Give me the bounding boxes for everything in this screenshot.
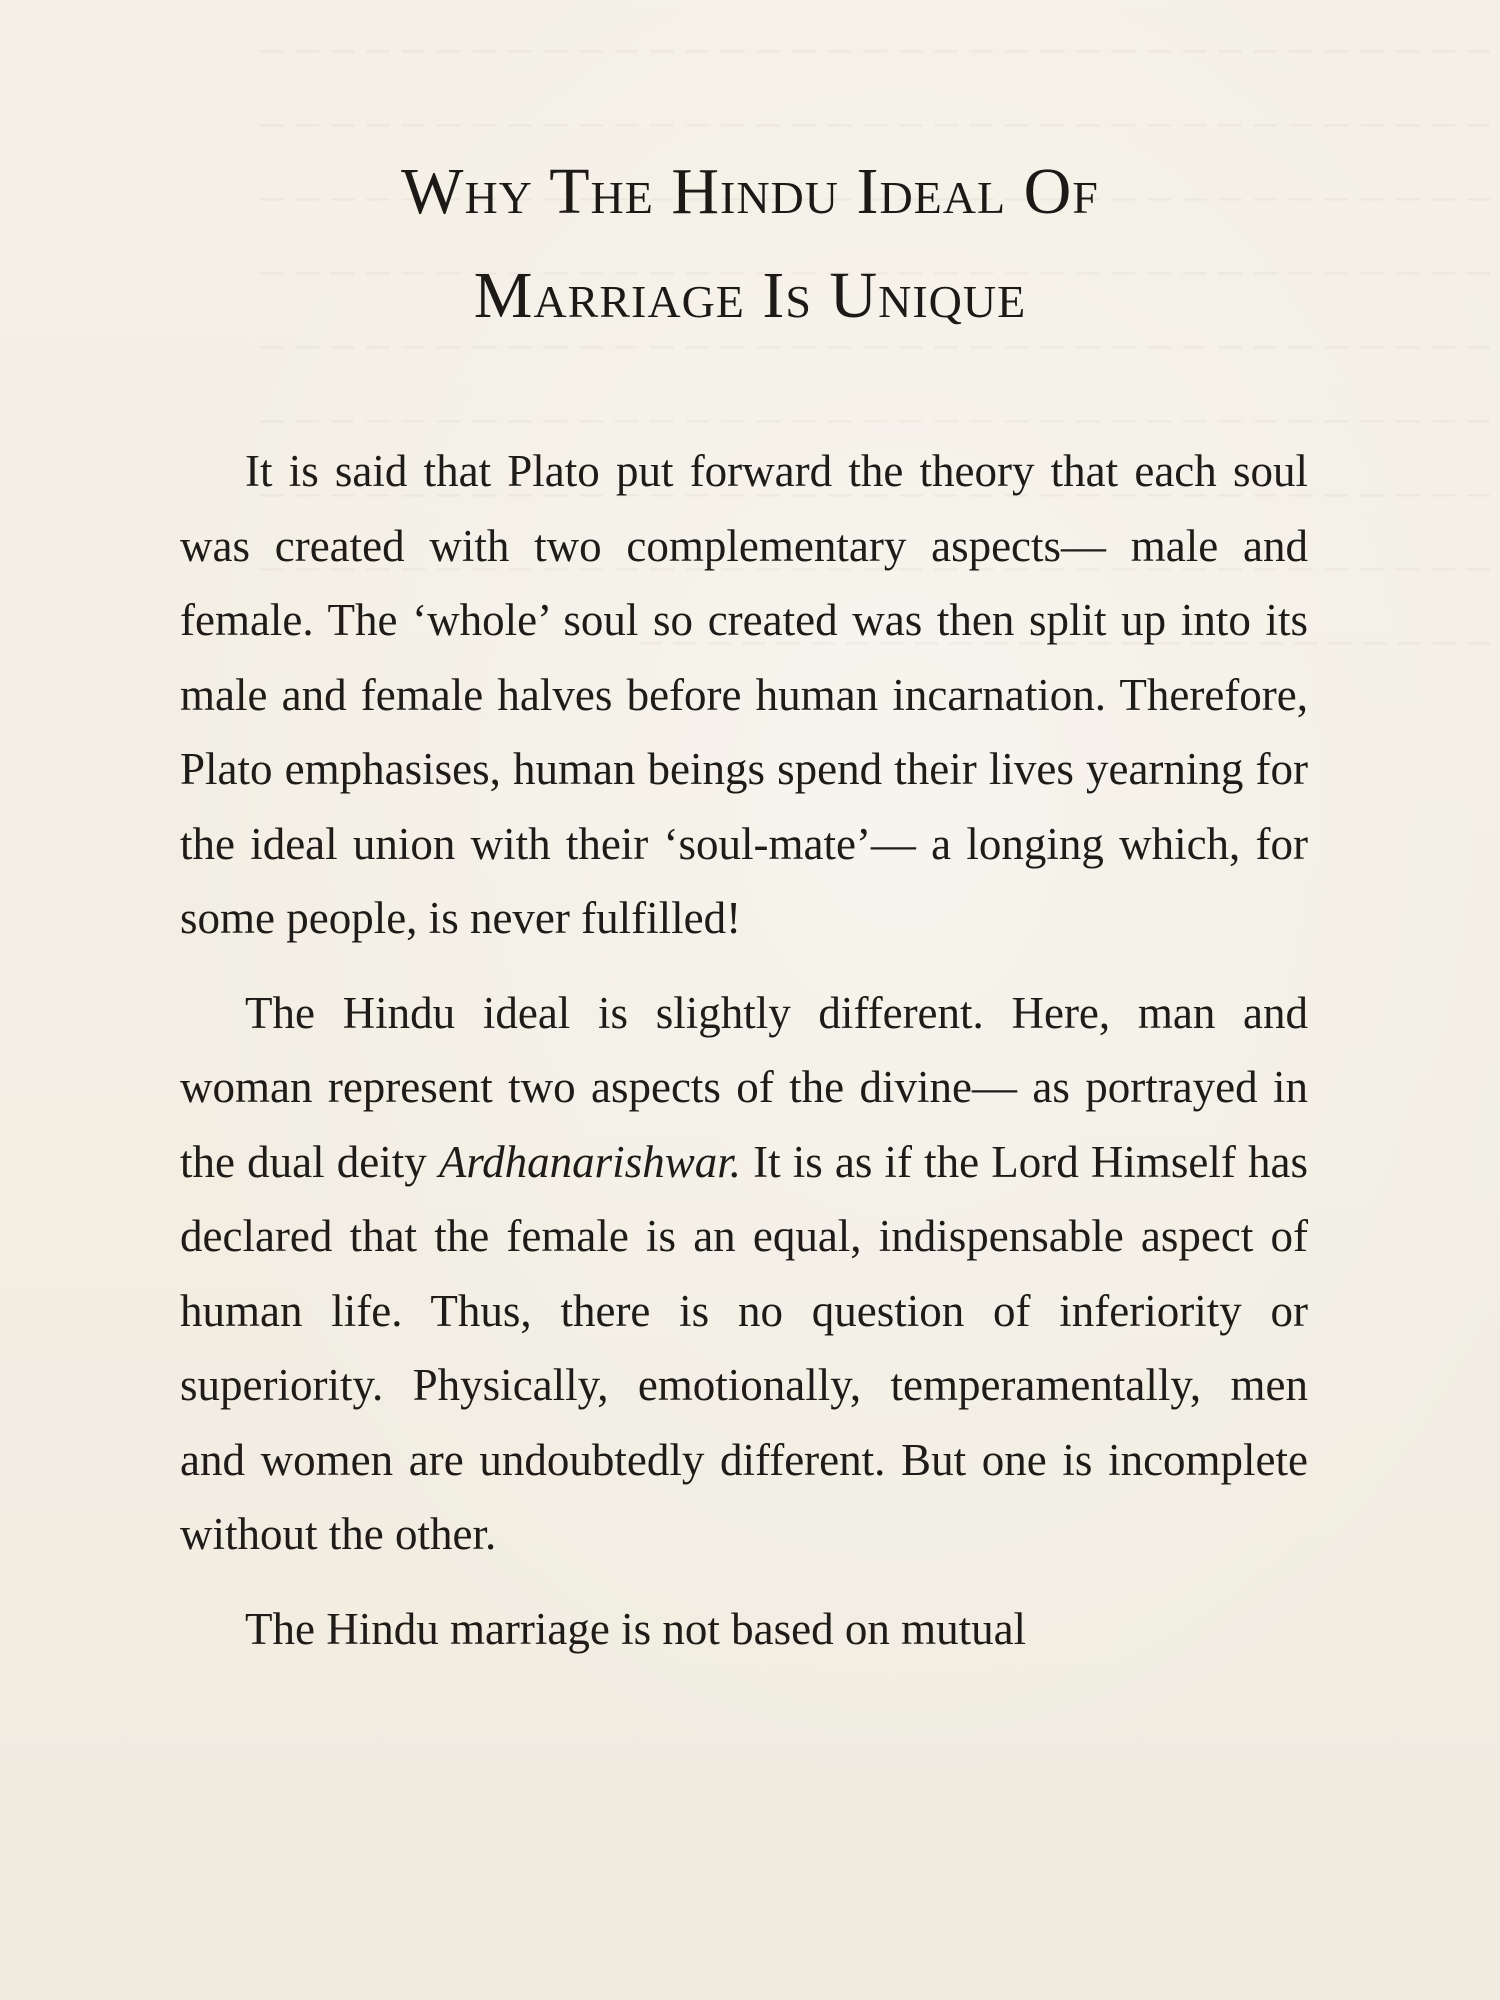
paragraph-hindu-ideal-before: The Hindu ideal is slightly different. Here, man and woman represent two aspects of the divine— as portrayed in the dual deity: [180, 987, 1308, 1187]
body-text: [180, 434, 1308, 1686]
chapter-title-line-1: Why The Hindu Ideal Of: [401, 155, 1099, 228]
chapter-title-line-2: Marriage Is Unique: [473, 259, 1027, 332]
chapter-title: [180, 140, 1320, 348]
paragraph-hindu-ideal: [180, 976, 1308, 1572]
paragraph-hindu-marriage: The Hindu marriage is not based on mutual: [245, 1603, 1027, 1654]
paragraph-hindu-ideal-after: It is as if the Lord Himself has declared that the female is an equal, indispensable aspect of human life. Thus, there is no question of inferiority or superiority. Physically, emotionally, temperamentally, men and women are undoubtedly different. But one is incomplete without the other.: [180, 1136, 1308, 1559]
deity-name-italic: Ardhanarishwar.: [438, 1136, 741, 1187]
paragraph-plato: It is said that Plato put forward the theory that each soul was created with two complementary aspects— male and female. The ‘whole’ soul so created was then split up into its male and female halves before human incarnation. Therefore, Plato emphasises, human beings spend their lives yearning for the ideal union with their ‘soul-mate’— a longing which, for some people, is never fulfilled!: [180, 446, 1308, 943]
